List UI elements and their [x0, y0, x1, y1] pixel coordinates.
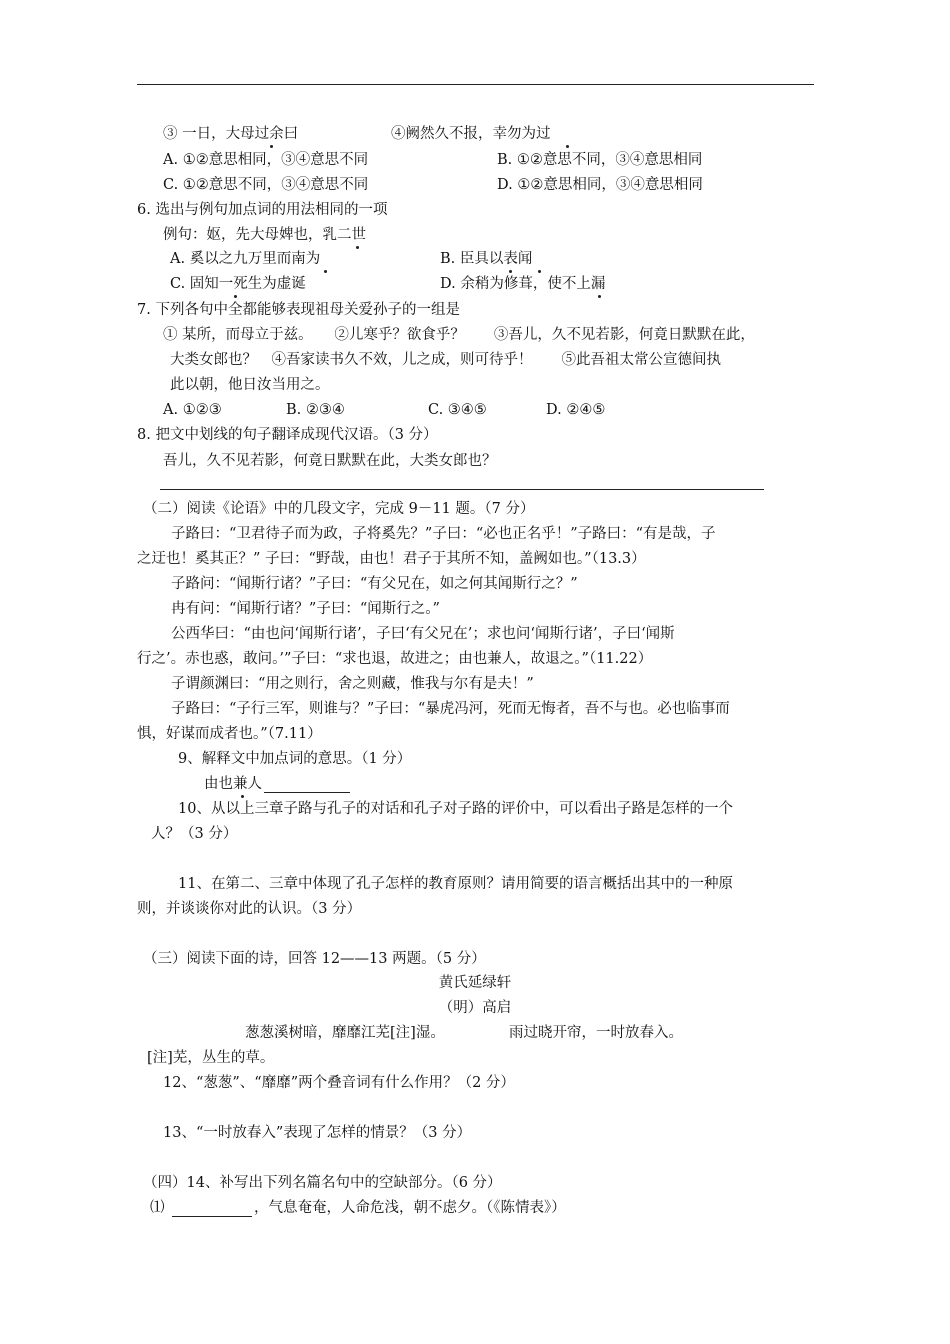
passage-6-line-2: 惧，好谋而成者也。”（7.11）	[137, 726, 322, 742]
q6-stem: 6. 选出与例句加点词的用法相同的一项	[137, 202, 388, 218]
passage-1-line-1: 子路曰：“卫君待子而为政，子将奚先？”子曰：“必也正名乎！”子路曰：“有是哉，子	[171, 526, 716, 542]
q5-item-4: ④阙然久不报，幸勿为过	[391, 126, 551, 142]
passage-2: 子路问：“闻斯行诸？”子曰：“有父兄在，如之何其闻斯行之？”	[171, 576, 578, 592]
poem-note: [注]芜，丛生的草。	[147, 1050, 275, 1066]
q10-line-2: 人？（3 分）	[151, 826, 238, 842]
q9-item: 由也兼人	[204, 776, 262, 792]
q6-option-c: C. 固知一死生为虚诞	[170, 276, 306, 292]
q7-option-c: C. ③④⑤	[428, 402, 487, 418]
q7-option-d: D. ②④⑤	[546, 402, 606, 418]
q7-line-3: 此以朝，他日汝当用之。	[170, 377, 330, 393]
q14-item-number: ⑴	[150, 1200, 165, 1216]
emphasis-dot	[270, 145, 273, 148]
passage-3: 冉有问：“闻斯行诸？”子曰：“闻斯行之。”	[171, 601, 440, 617]
emphasis-dot	[234, 295, 237, 298]
q12: 12、“葱葱”、“靡靡”两个叠音词有什么作用？（2 分）	[163, 1075, 515, 1091]
section-2-header: （二）阅读《论语》中的几段文字，完成 9－11 题。（7 分）	[143, 501, 535, 517]
q8-sentence: 吾儿，久不见若影，何竟日默默在此，大类女郎也？	[163, 453, 497, 469]
poem-title: 黄氏延绿轩	[438, 975, 512, 991]
q7-option-b: B. ②③④	[286, 402, 345, 418]
q5-option-c: C. ①②意思不同，③④意思不同	[163, 177, 369, 193]
q13: 13、“一时放春入”表现了怎样的情景？（3 分）	[163, 1125, 472, 1141]
emphasis-dot	[566, 145, 569, 148]
q5-option-a: A. ①②意思相同，③④意思不同	[163, 152, 369, 168]
q6-option-b: B. 臣具以表闻	[440, 251, 533, 267]
q7-line-1: ① 某所，而母立于兹。 ②儿寒乎？欲食乎？ ③吾儿，久不见若影，何竟日默默在此，	[163, 327, 755, 343]
q9-stem: 9、解释文中加点词的意思。（1 分）	[178, 751, 412, 767]
passage-5: 子谓颜渊曰：“用之则行，舍之则藏，惟我与尔有是夫！”	[171, 676, 534, 692]
passage-4-line-1: 公西华曰：“由也问‘闻斯行诸’，子曰‘有父兄在’；求也问‘闻斯行诸’，子曰‘闻斯	[171, 626, 675, 642]
emphasis-dot	[324, 270, 327, 273]
q6-option-d: D. 余稍为修葺，使不上漏	[440, 276, 606, 292]
poem-author: （明）高启	[438, 1000, 512, 1016]
header-rule	[137, 84, 814, 85]
emphasis-dot	[538, 270, 541, 273]
poem-line-1: 葱葱溪树暗，靡靡江芜[注]湿。	[245, 1025, 445, 1041]
q14-item-text: ，气息奄奄，人命危浅，朝不虑夕。（《陈情表》）	[254, 1200, 566, 1216]
fill-in-blank	[172, 1216, 252, 1217]
q5-option-d: D. ①②意思相同，③④意思相同	[497, 177, 703, 193]
section-4-header: （四）14、补写出下列名篇名句中的空缺部分。（6 分）	[143, 1175, 502, 1191]
q5-option-b: B. ①②意思不同，③④意思相同	[497, 152, 703, 168]
emphasis-dot	[509, 270, 512, 273]
passage-4-line-2: 行之’。赤也惑，敢问。’”子曰：“求也退，故进之；由也兼人，故退之。”（11.22）	[137, 651, 653, 667]
answer-blank	[264, 792, 350, 793]
q10-line-1: 10、从以上三章子路与孔子的对话和孔子对子路的评价中，可以看出子路是怎样的一个	[178, 801, 733, 817]
q5-item-3: ③ 一日，大母过余曰	[163, 126, 299, 142]
q11-line-1: 11、在第二、三章中体现了孔子怎样的教育原则？请用简要的语言概括出其中的一种原	[178, 876, 733, 892]
q8-stem: 8. 把文中划线的句子翻译成现代汉语。（3 分）	[137, 427, 438, 443]
emphasis-dot	[598, 295, 601, 298]
passage-1-line-2: 之迂也！奚其正？” 子曰：“野哉，由也！君子于其所不知，盖阙如也。”（13.3）	[137, 551, 646, 567]
q7-option-a: A. ①②③	[163, 402, 222, 418]
q7-stem: 7. 下列各句中全都能够表现祖母关爱孙子的一组是	[137, 302, 460, 318]
answer-line	[160, 489, 764, 490]
emphasis-dot	[356, 246, 359, 249]
q6-option-a: A. 奚以之九万里而南为	[170, 251, 321, 267]
q6-example: 例句：妪，先大母婢也，乳二世	[163, 227, 366, 243]
emphasis-dot	[241, 795, 244, 798]
poem-line-2: 雨过晓开帘，一时放春入。	[509, 1025, 683, 1041]
q11-line-2: 则，并谈谈你对此的认识。（3 分）	[137, 901, 362, 917]
section-3-header: （三）阅读下面的诗，回答 12——13 两题。（5 分）	[143, 951, 486, 967]
q7-line-2: 大类女郎也？ ④吾家读书久不效，儿之成，则可待乎！ ⑤此吾祖太常公宣德间执	[170, 352, 721, 368]
passage-6-line-1: 子路曰：“子行三军，则谁与？”子曰：“暴虎冯河，死而无悔者，吾不与也。必也临事而	[171, 701, 730, 717]
